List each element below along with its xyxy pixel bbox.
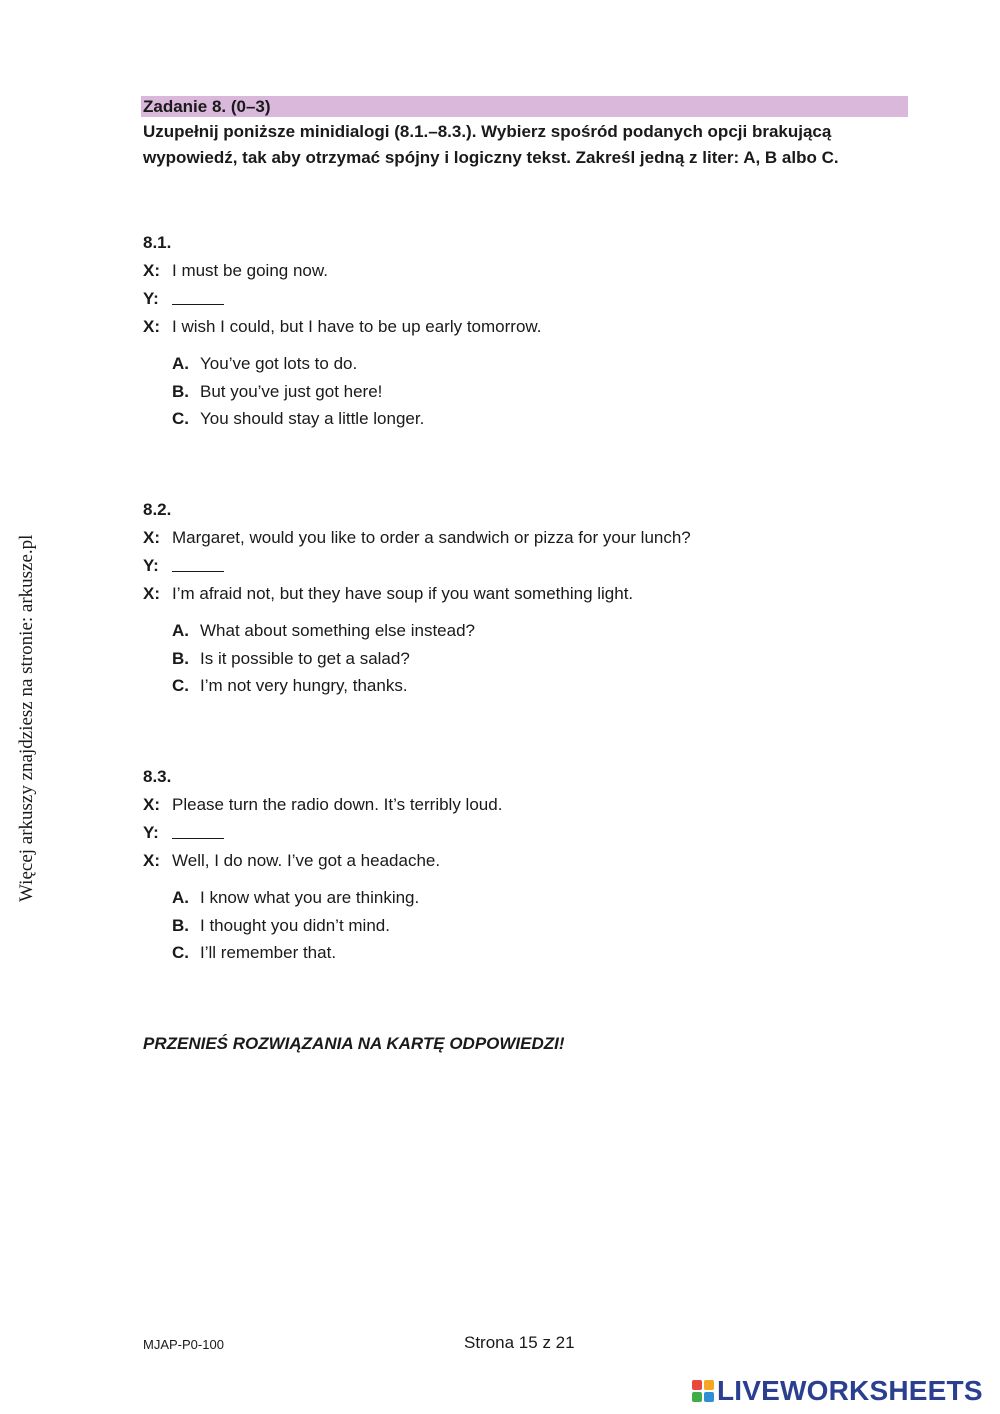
dialogue-text: Well, I do now. I’ve got a headache. <box>172 851 441 870</box>
dialogue-line <box>143 552 903 580</box>
speaker-label: Y: <box>143 289 159 308</box>
task-instructions: Uzupełnij poniższe minidialogi (8.1.–8.3.). Wybierz spośród podanych opcji brakującą wypowiedź, tak aby otrzymać spójny i logiczny tekst. Zakreśl jedną z liter: A, B albo C. <box>143 122 839 167</box>
task-title: Zadanie 8. (0–3) <box>141 96 908 117</box>
option-c[interactable] <box>172 939 903 967</box>
option-letter: C. <box>172 409 189 428</box>
option-c[interactable] <box>172 672 903 700</box>
question-number: 8.2. <box>143 500 172 519</box>
answer-options <box>143 350 903 433</box>
answer-options <box>143 884 903 967</box>
dialogue-line <box>143 524 903 552</box>
speaker-label: X: <box>143 851 160 870</box>
page-number: Strona 15 z 21 <box>464 1333 575 1352</box>
logo-tile <box>704 1392 714 1402</box>
option-text: I’m not very hungry, thanks. <box>200 676 408 695</box>
transfer-note: PRZENIEŚ ROZWIĄZANIA NA KARTĘ ODPOWIEDZI! <box>143 1034 565 1053</box>
option-text: But you’ve just got here! <box>200 381 383 401</box>
option-a[interactable] <box>172 617 903 645</box>
logo-grid-icon <box>692 1380 714 1402</box>
logo-text: LIVEWORKSHEETS <box>717 1375 983 1406</box>
speaker-label: X: <box>143 795 160 814</box>
speaker-label: Y: <box>143 823 159 842</box>
question-number: 8.3. <box>143 767 172 786</box>
option-letter: B. <box>172 381 189 401</box>
side-watermark-text: Więcej arkuszy znajdziesz na stronie: arkusze.pl <box>16 534 37 902</box>
liveworksheets-logo <box>692 1376 983 1406</box>
dialogue-text: I must be going now. <box>172 261 328 280</box>
option-letter: A. <box>172 621 189 640</box>
answer-options <box>143 617 903 700</box>
speaker-label: Y: <box>143 556 159 575</box>
dialogue-line <box>143 847 903 875</box>
speaker-label: X: <box>143 528 160 547</box>
question-8-3 <box>143 763 903 967</box>
option-text: Is it possible to get a salad? <box>200 648 410 668</box>
answer-blank[interactable] <box>172 820 224 839</box>
dialogue-text: I’m afraid not, but they have soup if you want something light. <box>172 584 634 603</box>
option-b[interactable] <box>172 912 903 940</box>
dialogue-text: Margaret, would you like to order a sandwich or pizza for your lunch? <box>172 528 691 547</box>
dialogue-text: I wish I could, but I have to be up early tomorrow. <box>172 317 542 336</box>
option-text: What about something else instead? <box>200 621 476 640</box>
option-c[interactable] <box>172 405 903 433</box>
question-8-2 <box>143 496 903 700</box>
option-letter: B. <box>172 648 189 668</box>
dialogue-line <box>143 257 903 285</box>
logo-tile <box>704 1380 714 1390</box>
option-b[interactable] <box>172 378 903 406</box>
logo-tile <box>692 1392 702 1402</box>
option-letter: A. <box>172 354 189 373</box>
speaker-label: X: <box>143 261 160 280</box>
speaker-label: X: <box>143 317 160 336</box>
option-letter: B. <box>172 915 189 935</box>
dialogue-line <box>143 819 903 847</box>
option-a[interactable] <box>172 350 903 378</box>
option-letter: A. <box>172 888 189 907</box>
dialogue-line <box>143 791 903 819</box>
question-8-1 <box>143 229 903 433</box>
speaker-label: X: <box>143 584 160 603</box>
option-text: I’ll remember that. <box>200 943 337 962</box>
dialogue-line <box>143 580 903 608</box>
option-text: I know what you are thinking. <box>200 888 420 907</box>
logo-tile <box>692 1380 702 1390</box>
answer-blank[interactable] <box>172 286 224 305</box>
option-letter: C. <box>172 676 189 695</box>
question-number: 8.1. <box>143 233 172 252</box>
answer-blank[interactable] <box>172 553 224 572</box>
option-text: You’ve got lots to do. <box>200 354 358 373</box>
option-letter: C. <box>172 943 189 962</box>
option-text: You should stay a little longer. <box>200 409 425 428</box>
dialogue-line <box>143 285 903 313</box>
option-b[interactable] <box>172 645 903 673</box>
exam-code: MJAP-P0-100 <box>143 1337 224 1352</box>
dialogue-line <box>143 313 903 341</box>
option-text: I thought you didn’t mind. <box>200 915 390 935</box>
option-a[interactable] <box>172 884 903 912</box>
dialogue-text: Please turn the radio down. It’s terribly loud. <box>172 795 503 814</box>
